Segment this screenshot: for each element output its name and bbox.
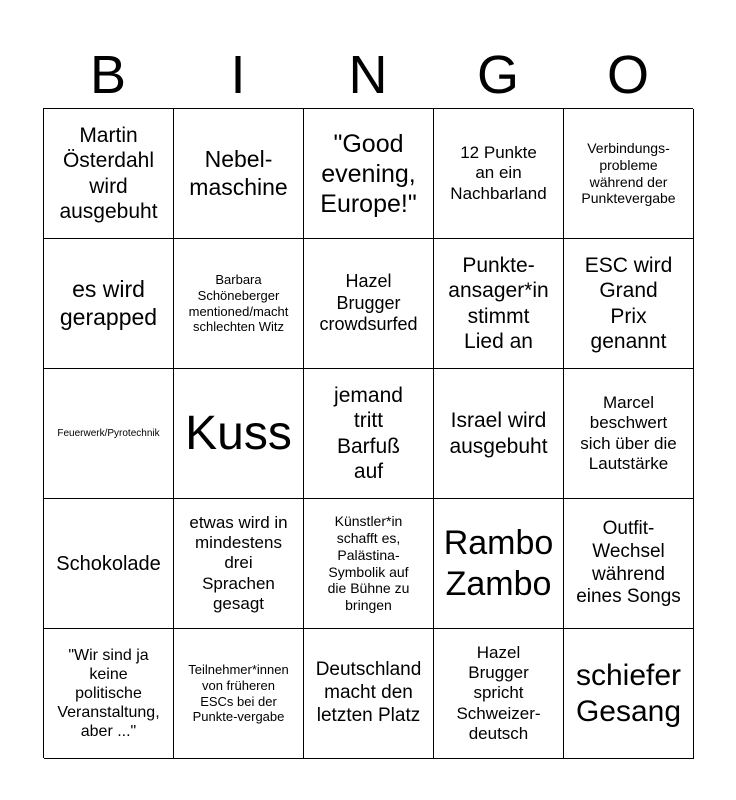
bingo-cell-r4-c1[interactable] <box>44 499 174 629</box>
bingo-cell-r5-c5[interactable] <box>564 629 694 759</box>
bingo-cell-r3-c4[interactable] <box>434 369 564 499</box>
bingo-cell-r1-c5[interactable] <box>564 109 694 239</box>
bingo-cell-text: ESC wird Grand Prix genannt <box>584 254 673 353</box>
bingo-cell-r2-c2[interactable] <box>174 239 304 369</box>
bingo-cell-text: Israel wird ausgebuht <box>449 409 548 458</box>
bingo-cell-r5-c3[interactable] <box>304 629 434 759</box>
bingo-cell-text: Martin Österdahl wird ausgebuht <box>59 124 158 223</box>
bingo-cell-text: Teilnehmer*innen von früheren ESCs bei der Punkte-vergabe <box>188 662 289 725</box>
header-letter-g: G <box>476 45 519 105</box>
bingo-cell-text: Schokolade <box>56 552 161 575</box>
bingo-cell-r4-c3[interactable] <box>304 499 434 629</box>
bingo-cell-r4-c4[interactable] <box>434 499 564 629</box>
bingo-cell-text: etwas wird in mindestens drei Sprachen gesagt <box>189 512 288 614</box>
bingo-cell-r4-c5[interactable] <box>564 499 694 629</box>
bingo-cell-r4-c2[interactable] <box>174 499 304 629</box>
bingo-cell-r1-c4[interactable] <box>434 109 564 239</box>
bingo-cell-text: Hazel Brugger spricht Schweizer- deutsch <box>456 642 541 744</box>
bingo-cell-r5-c1[interactable] <box>44 629 174 759</box>
bingo-cell-text: schiefer Gesang <box>575 658 682 728</box>
bingo-card-grid <box>43 108 693 758</box>
bingo-cell-r5-c2[interactable] <box>174 629 304 759</box>
bingo-cell-text: Feuerwerk/Pyrotechnik <box>57 427 160 439</box>
header-letter-n: N <box>348 45 388 105</box>
bingo-cell-text: Punkte- ansager*in stimmt Lied an <box>448 254 549 353</box>
bingo-cell-r2-c4[interactable] <box>434 239 564 369</box>
bingo-cell-r1-c2[interactable] <box>174 109 304 239</box>
header-letter-b: B <box>89 45 127 105</box>
header-letter-o: O <box>606 45 649 105</box>
bingo-cell-r2-c1[interactable] <box>44 239 174 369</box>
bingo-cell-text: Barbara Schöneberger mentioned/macht schlechten Witz <box>188 272 289 335</box>
bingo-cell-text: Outfit- Wechsel während eines Songs <box>576 517 681 608</box>
bingo-cell-text: Hazel Brugger crowdsurfed <box>319 271 418 335</box>
bingo-cell-r3-c5[interactable] <box>564 369 694 499</box>
bingo-cell-r2-c5[interactable] <box>564 239 694 369</box>
bingo-cell-r1-c1[interactable] <box>44 109 174 239</box>
bingo-cell-text: Künstler*in schafft es, Palästina- Symbolik auf die Bühne zu bringen <box>327 513 410 614</box>
bingo-cell-r5-c4[interactable] <box>434 629 564 759</box>
bingo-cell-r2-c3[interactable] <box>304 239 434 369</box>
bingo-cell-r3-c2[interactable] <box>174 369 304 499</box>
bingo-cell-text: jemand tritt Barfuß auf <box>334 384 403 483</box>
bingo-cell-text: Nebel- maschine <box>189 145 288 200</box>
bingo-cell-text: es wird gerapped <box>59 275 158 330</box>
bingo-cell-text: Kuss <box>185 406 292 460</box>
bingo-cell-text: Verbindungs- probleme während der Punktevergabe <box>581 139 676 207</box>
bingo-cell-text: Deutschland macht den letzten Platz <box>315 659 422 726</box>
bingo-cell-r1-c3[interactable] <box>304 109 434 239</box>
bingo-cell-r3-c1[interactable] <box>44 369 174 499</box>
bingo-cell-text: "Wir sind ja keine politische Veranstaltung, aber ..." <box>57 646 160 741</box>
header-letter-i: I <box>230 45 246 105</box>
bingo-cell-r3-c3[interactable] <box>304 369 434 499</box>
bingo-cell-text: 12 Punkte an ein Nachbarland <box>450 142 547 203</box>
bingo-cell-text: Rambo Zambo <box>443 523 554 603</box>
bingo-header <box>43 42 693 108</box>
bingo-cell-text: "Good evening, Europe!" <box>320 129 417 218</box>
bingo-cell-text: Marcel beschwert sich über die Lautstärke <box>580 392 677 473</box>
